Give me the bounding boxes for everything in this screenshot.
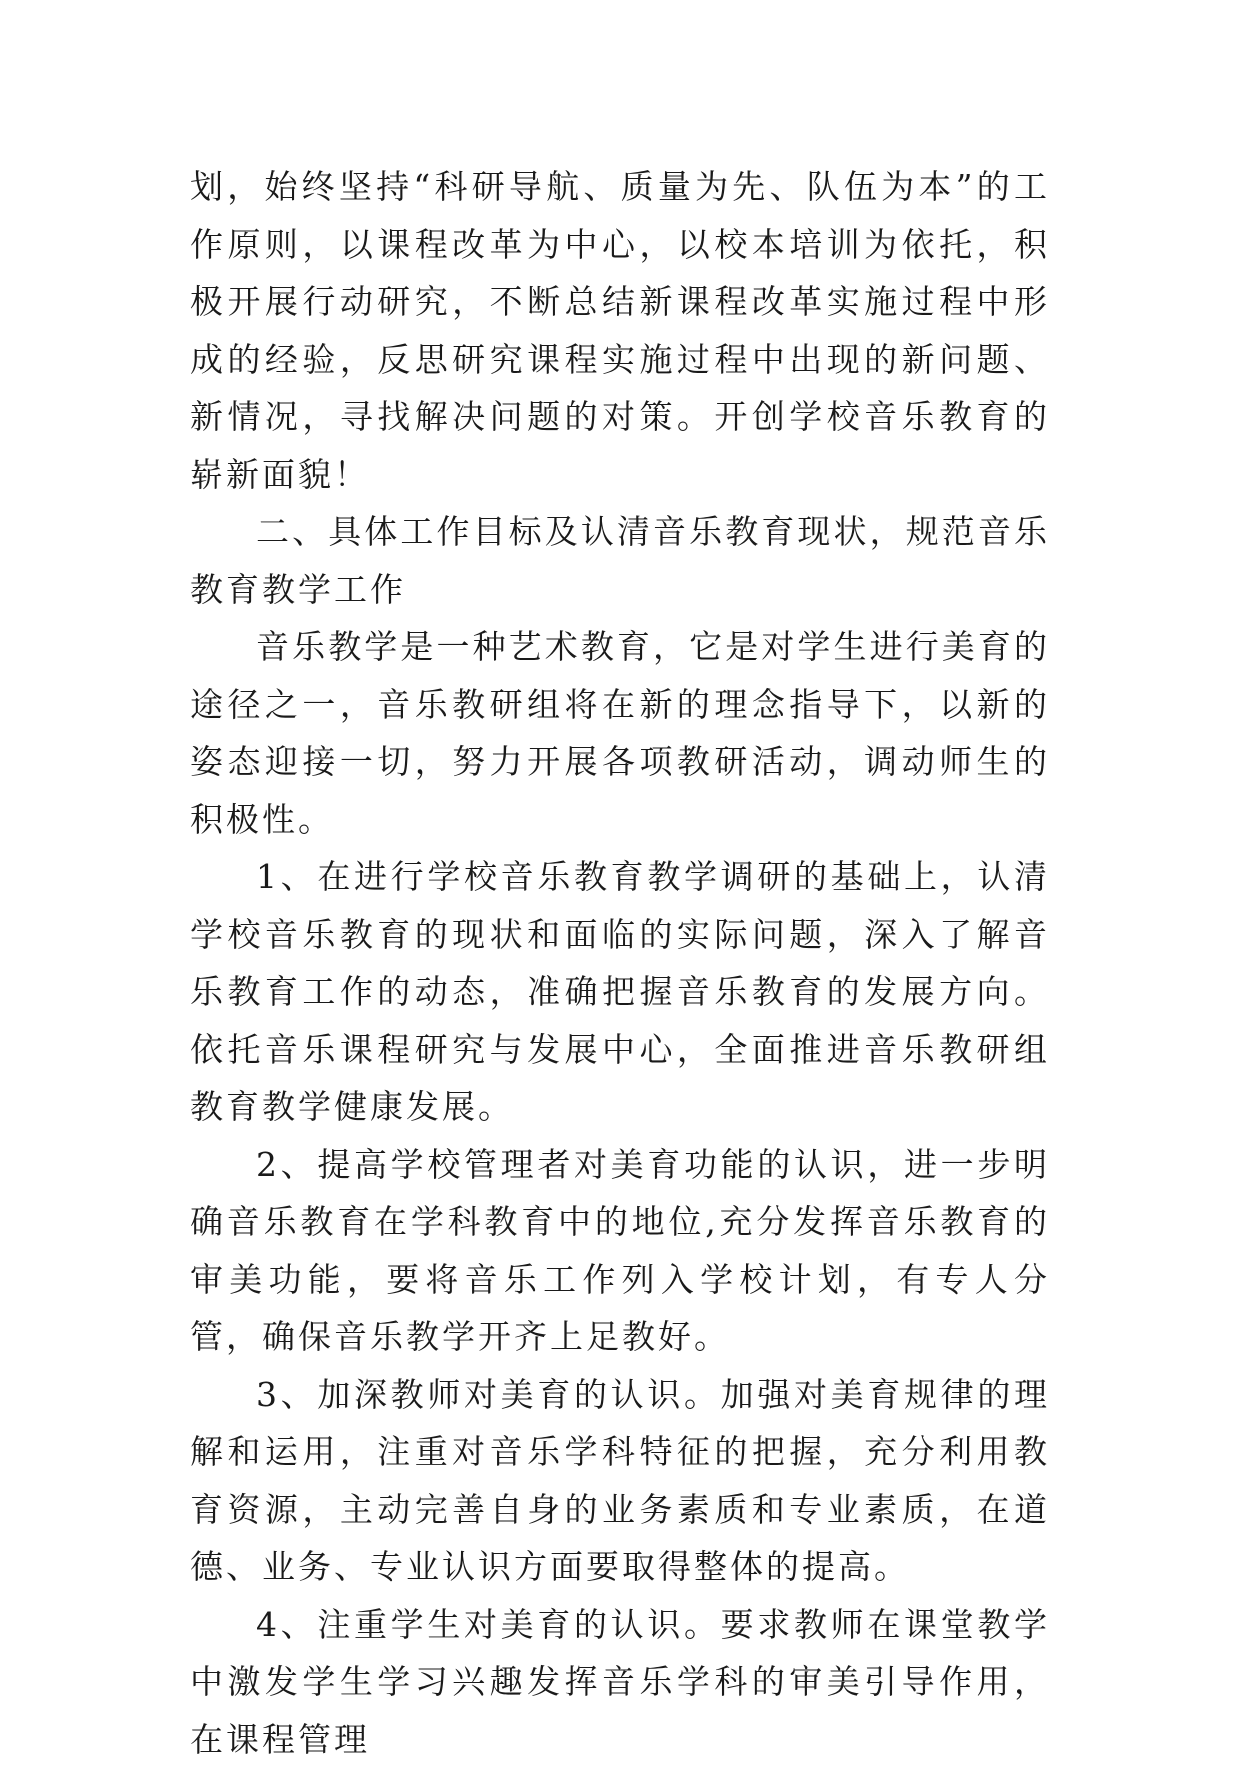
list-item-1: 1、在进行学校音乐教育教学调研的基础上，认清学校音乐教育的现状和面临的实际问题，深入了解音乐教育工作的动态，准确把握音乐教育的发展方向。依托音乐课程研究与发展中心，全面推进音乐教研组教育教学健康发展。	[190, 848, 1050, 1136]
list-item-3: 3、加深教师对美育的认识。加强对美育规律的理解和运用，注重对音乐学科特征的把握，充分利用教育资源，主动完善自身的业务素质和专业素质，在道德、业务、专业认识方面要取得整体的提高。	[190, 1366, 1050, 1596]
paragraph-intro: 音乐教学是一种艺术教育，它是对学生进行美育的途径之一，音乐教研组将在新的理念指导下，以新的姿态迎接一切，努力开展各项教研活动，调动师生的积极性。	[190, 618, 1050, 848]
list-item-2: 2、提高学校管理者对美育功能的认识，进一步明确音乐教育在学科教育中的地位,充分发挥音乐教育的审美功能，要将音乐工作列入学校计划，有专人分管，确保音乐教学开齐上足教好。	[190, 1136, 1050, 1366]
section-heading: 二、具体工作目标及认清音乐教育现状，规范音乐教育教学工作	[190, 503, 1050, 618]
document-body	[190, 158, 1050, 1768]
paragraph-continuation: 划，始终坚持“科研导航、质量为先、队伍为本”的工作原则，以课程改革为中心，以校本培训为依托，积极开展行动研究，不断总结新课程改革实施过程中形成的经验，反思研究课程实施过程中出现的新问题、新情况，寻找解决问题的对策。开创学校音乐教育的崭新面貌！	[190, 158, 1050, 503]
list-item-4: 4、注重学生对美育的认识。要求教师在课堂教学中激发学生学习兴趣发挥音乐学科的审美引导作用，在课程管理	[190, 1596, 1050, 1768]
